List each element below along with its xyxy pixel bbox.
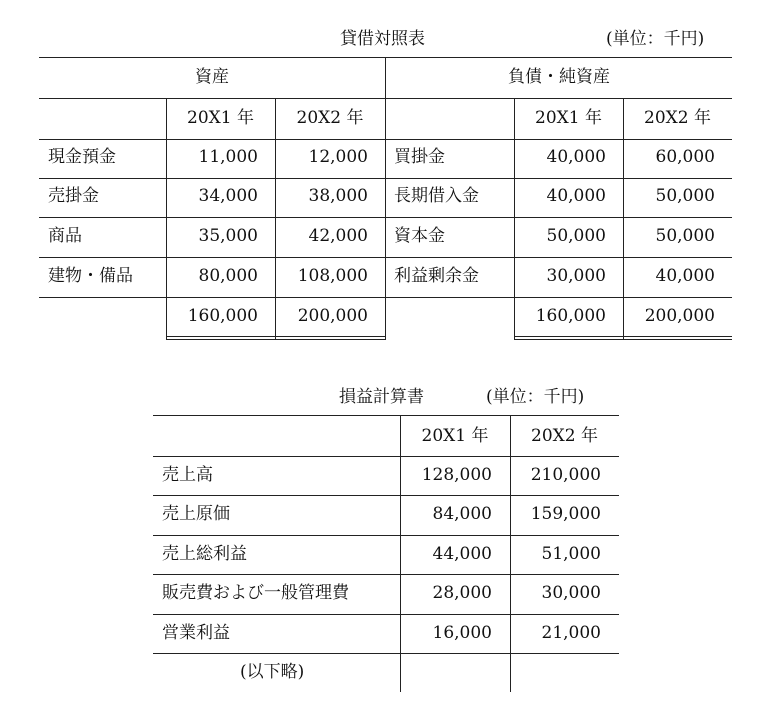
bs-assets-header: 資産 bbox=[195, 67, 229, 87]
bs-liab-total-y2: 200,000 bbox=[644, 306, 715, 326]
is-row-y1: 128,000 bbox=[421, 465, 492, 485]
bs-asset-y2: 108,000 bbox=[297, 266, 368, 286]
bs-asset-label: 建物・備品 bbox=[48, 266, 133, 286]
bs-liability-label: 長期借入金 bbox=[394, 186, 479, 206]
is-row-y1: 44,000 bbox=[432, 544, 492, 564]
bs-liability-y1: 40,000 bbox=[546, 147, 606, 167]
is-row-y2: 51,000 bbox=[541, 544, 601, 564]
income-statement-unit: (単位：千円) bbox=[486, 387, 585, 407]
bs-assets-total-y1: 160,000 bbox=[187, 306, 258, 326]
bs-liability-y2: 50,000 bbox=[655, 226, 715, 246]
bs-liability-label: 利益剰余金 bbox=[394, 266, 479, 286]
is-row-rule-5 bbox=[153, 653, 619, 654]
is-year1-header: 20X1 年 bbox=[421, 426, 489, 446]
is-row-label: 売上高 bbox=[162, 465, 213, 485]
bs-asset-label: 現金預金 bbox=[48, 147, 116, 167]
is-year2-header: 20X2 年 bbox=[531, 426, 598, 446]
bs-liab-col-2 bbox=[623, 98, 624, 340]
bs-asset-y1: 80,000 bbox=[198, 266, 258, 286]
bs-center-divider bbox=[385, 57, 386, 340]
bs-asset-y2: 12,000 bbox=[308, 147, 368, 167]
bs-asset-y2: 38,000 bbox=[308, 186, 368, 206]
bs-liab-year1-header: 20X1 年 bbox=[535, 108, 602, 128]
is-row-label: 販売費および一般管理費 bbox=[162, 583, 349, 603]
is-row-label: 営業利益 bbox=[162, 623, 230, 643]
bs-asset-y1: 35,000 bbox=[198, 226, 258, 246]
bs-liability-label: 資本金 bbox=[394, 226, 445, 246]
is-footer-note: (以下略) bbox=[240, 662, 305, 682]
is-row-rule-4 bbox=[153, 614, 619, 615]
income-statement-title: 損益計算書 bbox=[339, 387, 424, 407]
bs-liab-col-1 bbox=[514, 98, 515, 340]
bs-asset-label: 商品 bbox=[48, 226, 82, 246]
bs-liability-y2: 50,000 bbox=[655, 186, 715, 206]
bs-liabilities-header: 負債・純資産 bbox=[508, 67, 610, 87]
is-row-label: 売上原価 bbox=[162, 504, 230, 524]
bs-asset-y1: 11,000 bbox=[198, 147, 258, 167]
is-row-label: 売上総利益 bbox=[162, 544, 247, 564]
bs-assets-col-1 bbox=[166, 98, 167, 340]
is-row-y2: 30,000 bbox=[541, 583, 601, 603]
bs-asset-y1: 34,000 bbox=[198, 186, 258, 206]
balance-sheet-unit: (単位：千円) bbox=[606, 29, 705, 49]
bs-liab-year2-header: 20X2 年 bbox=[644, 108, 711, 128]
is-header-rule bbox=[153, 456, 619, 457]
bs-liability-y2: 40,000 bbox=[655, 266, 715, 286]
bs-assets-year1-header: 20X1 年 bbox=[187, 108, 254, 128]
bs-asset-label: 売掛金 bbox=[48, 186, 99, 206]
is-row-y1: 84,000 bbox=[432, 504, 492, 524]
is-row-y2: 210,000 bbox=[530, 465, 601, 485]
bs-liability-y2: 60,000 bbox=[655, 147, 715, 167]
bs-liability-y1: 50,000 bbox=[546, 226, 606, 246]
is-row-y2: 159,000 bbox=[530, 504, 601, 524]
bs-liability-label: 買掛金 bbox=[394, 147, 445, 167]
bs-assets-year2-header: 20X2 年 bbox=[296, 108, 364, 128]
bs-liability-y1: 40,000 bbox=[546, 186, 606, 206]
bs-liability-y1: 30,000 bbox=[546, 266, 606, 286]
bs-assets-col-2 bbox=[275, 98, 276, 340]
bs-asset-y2: 42,000 bbox=[308, 226, 368, 246]
balance-sheet-title: 貸借対照表 bbox=[340, 29, 425, 49]
is-row-y2: 21,000 bbox=[541, 623, 601, 643]
is-row-y1: 28,000 bbox=[432, 583, 492, 603]
is-row-rule-3 bbox=[153, 574, 619, 575]
is-row-rule-2 bbox=[153, 535, 619, 536]
is-row-rule-1 bbox=[153, 495, 619, 496]
bs-liab-total-y1: 160,000 bbox=[535, 306, 606, 326]
is-top-rule bbox=[153, 415, 619, 416]
bs-assets-total-y2: 200,000 bbox=[297, 306, 368, 326]
is-row-y1: 16,000 bbox=[432, 623, 492, 643]
